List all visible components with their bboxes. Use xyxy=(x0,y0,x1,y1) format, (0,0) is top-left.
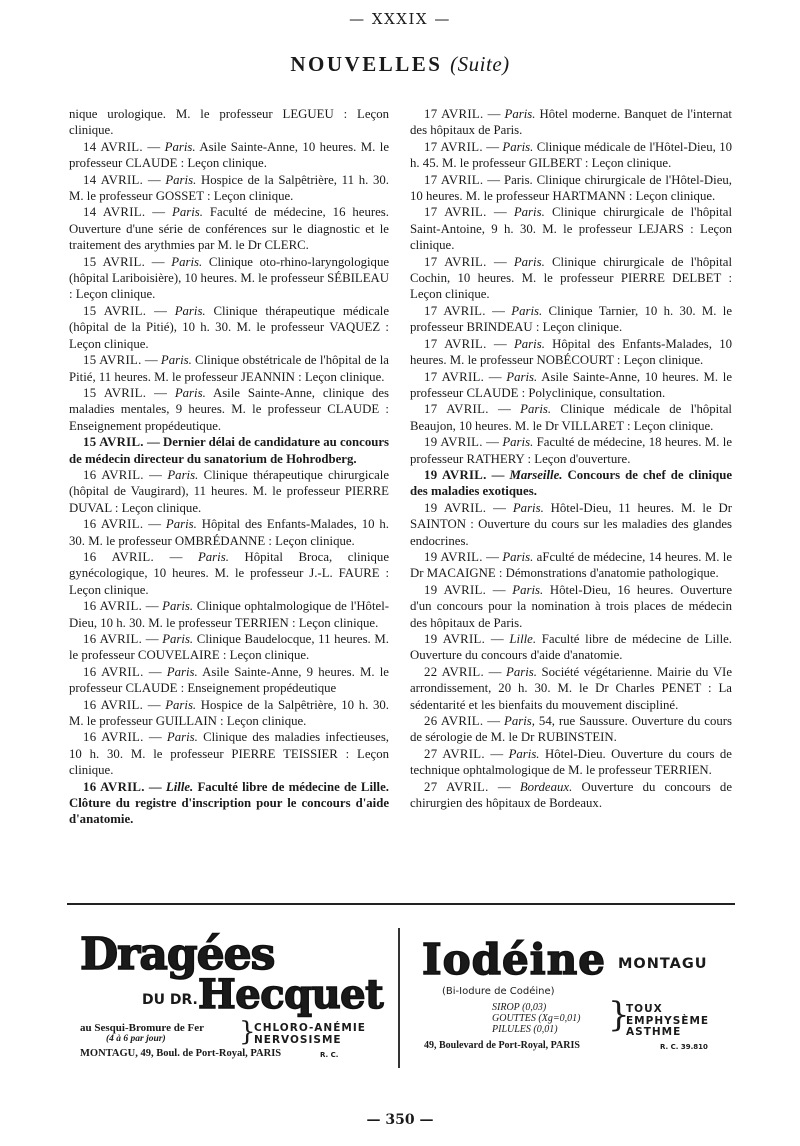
ad-du-dr: DU DR. xyxy=(142,992,198,1008)
entry-city: Paris. xyxy=(166,664,198,679)
ad-forms xyxy=(492,1002,580,1035)
ad-maker: MONTAGU xyxy=(618,956,708,972)
horizontal-divider xyxy=(67,903,735,905)
entry-text: Faculté de médecine, 18 heures. M. le professeur RATHERY : Leçon d'ouverture. xyxy=(410,435,733,466)
news-entry: 17 AVRIL. — Paris. Asile Sainte-Anne, 10 heures. M. le professeur CLAUDE : Polyclinique, consultation. xyxy=(410,369,733,400)
news-entry: 26 AVRIL. — Paris, 54, rue Saussure. Ouverture du cours de sérologie de M. le Dr RUBINSTEIN. xyxy=(410,714,733,745)
entry-date: 14 AVRIL. xyxy=(83,205,146,220)
entry-text: Hôtel-Dieu, 16 heures. Ouverture d'un concours pour la nomination à trois places de médecin des hôpitaux de Paris. xyxy=(410,582,733,630)
entry-text: Clinique des maladies infectieuses, 10 h. 30. M. le professeur PIERRE TEISSIER : Leçon clinique. xyxy=(69,730,389,778)
ad-indication: CHLORO-ANÉMIE xyxy=(254,1022,366,1034)
section-name: NOUVELLES xyxy=(290,52,443,76)
news-entry: 17 AVRIL. — Paris. Clinique chirurgicale de l'hôpital Cochin, 10 heures. M. le professeur PIERRE DELBET : Leçon clinique. xyxy=(410,254,733,302)
entry-text: Société végétarienne. Mairie du VIe arrondissement, 20 h. 30. M. le Dr Charles PENET : La sédentarité et les bienfaits du mouvement discipliné. xyxy=(410,664,732,712)
entry-city: Paris. xyxy=(162,599,194,614)
news-entry: 15 AVRIL. — Paris. Clinique oto-rhino-laryngologique (hôpital Lariboisière), 10 heures. M. le professeur SÉBILEAU : Leçon clinique. xyxy=(69,254,390,302)
ad-composition: au Sesqui-Bromure de Fer xyxy=(80,1022,204,1034)
news-entry: 17 AVRIL. — Paris. Hôtel moderne. Banquet de l'internat des hôpitaux de Paris. xyxy=(410,107,732,138)
ad-divider xyxy=(398,928,400,1068)
entry-text: Faculté libre de médecine de Lille. Clôture du registre d'inscription pour le concours d'aide d'anatomie. xyxy=(69,779,389,827)
entry-city: Lille. xyxy=(509,632,537,646)
entry-text: Clinique Tarnier, 10 h. 30. M. le professeur BRINDEAU : Leçon clinique. xyxy=(410,303,733,335)
entry-text: Faculté libre de médecine de Lille. Ouverture du concours d'aide d'anatomie. xyxy=(410,632,732,663)
entry-date: 16 AVRIL. xyxy=(83,730,144,745)
entry-city: Paris. xyxy=(504,107,536,121)
entry-city: Bordeaux. xyxy=(519,779,573,794)
ad-indication: ASTHME xyxy=(626,1026,682,1038)
news-entry: 15 AVRIL. — Dernier délai de candidature au concours de médecin directeur du sanatorium de Hohrodberg. xyxy=(69,435,390,466)
entry-text: Hôtel-Dieu, 11 heures. M. le Dr SAINTON : Ouverture du cours sur les maladies des glandes endocrines. xyxy=(410,500,733,548)
entry-city: Paris. xyxy=(508,746,540,761)
entry-date: 16 AVRIL. xyxy=(83,664,144,679)
news-entry: 17 AVRIL. — Paris. Clinique chirurgicale de l'hôpital Saint-Antoine, 9 h. 30. M. le professeur LEJARS : Leçon clinique. xyxy=(410,205,733,253)
entry-text: Clinique obstétricale de l'hôpital de la Pitié, 11 heures. M. le professeur JEANNIN : Leçon clinique. xyxy=(69,353,389,384)
entry-date: 17 AVRIL. xyxy=(424,336,487,351)
news-entry: 19 AVRIL. — Paris. Hôtel-Dieu, 16 heures. Ouverture d'un concours pour la nomination à trois places de médecin des hôpitaux de Paris. xyxy=(410,582,733,630)
news-entry: 16 AVRIL. — Paris. Clinique ophtalmologique de l'Hôtel-Dieu, 10 h. 30. M. le professeur TERRIEN : Leçon clinique. xyxy=(69,599,390,630)
entry-text: Faculté de médecine, 16 heures. Ouverture d'une série de conférences sur le diagnostic et le traitement des arythmies par M. le Dr CLERC. xyxy=(69,205,389,253)
entry-date: 15 AVRIL. xyxy=(83,303,147,318)
entry-text: aFculté de médecine, 14 heures. M. le Dr MACAIGNE : Démonstrations d'anatomie pathologique. xyxy=(410,549,733,581)
entry-city: Paris. xyxy=(513,336,545,351)
news-entry: 19 AVRIL. — Paris. Hôtel-Dieu, 11 heures. M. le Dr SAINTON : Ouverture du cours sur les maladies des glandes endocrines. xyxy=(410,500,733,548)
ad-form: PILULES (0,01) xyxy=(492,1024,558,1035)
right-column xyxy=(410,106,732,811)
entry-text: Clinique Baudelocque, 11 heures. M. le professeur COUVELAIRE : Leçon clinique. xyxy=(69,632,389,663)
entry-date: 19 AVRIL. xyxy=(424,467,487,482)
entry-city: Paris. xyxy=(512,582,544,597)
entry-text: Asile Sainte-Anne, clinique des maladies mentales, 9 heures. M. le professeur CLAUDE : Enseignement propédeutique. xyxy=(69,385,390,433)
ad-indication: TOUX xyxy=(626,1003,663,1015)
entry-text: Clinique chirurgicale de l'hôpital Cochin, 10 heures. M. le professeur PIERRE DELBET : Leçon clinique. xyxy=(410,254,733,302)
news-entry: 15 AVRIL. — Paris. Clinique obstétricale de l'hôpital de la Pitié, 11 heures. M. le professeur JEANNIN : Leçon clinique. xyxy=(69,353,389,384)
news-entry: 16 AVRIL. — Paris. Clinique des maladies infectieuses, 10 h. 30. M. le professeur PIERRE TEISSIER : Leçon clinique. xyxy=(69,730,389,778)
entry-city: Paris. xyxy=(174,385,206,400)
entry-date: 27 AVRIL. xyxy=(424,779,489,794)
news-entry: 16 AVRIL. — Lille. Faculté libre de médecine de Lille. Clôture du registre d'inscription pour le concours d'aide d'anatomie. xyxy=(69,779,389,827)
entry-city: Paris. xyxy=(520,402,552,417)
entry-city: Paris. xyxy=(171,254,203,269)
entry-date: 15 AVRIL. xyxy=(83,435,144,450)
entry-text: Clinique médicale de l'Hôtel-Dieu, 10 h. 45. M. le professeur GILBERT : Leçon clinique. xyxy=(410,139,733,171)
entry-text: Hôtel moderne. Banquet de l'internat des hôpitaux de Paris. xyxy=(410,107,732,138)
news-entry: 14 AVRIL. — Paris. Hospice de la Salpêtrière, 11 h. 30. M. le professeur GOSSET : Leçon clinique. xyxy=(69,172,389,204)
entry-city: Paris. xyxy=(502,139,534,154)
news-entry xyxy=(69,106,389,139)
entry-city: Paris. xyxy=(512,500,544,515)
news-entry: 19 AVRIL. — Paris. Faculté de médecine, 18 heures. M. le professeur RATHERY : Leçon d'ouverture. xyxy=(410,435,733,466)
ad-rc: R. C. 39.810 xyxy=(660,1043,708,1051)
news-entry: 17 AVRIL. — Paris. Hôpital des Enfants-Malades, 10 heures. M. le professeur NOBÉCOURT : Leçon clinique. xyxy=(410,336,733,368)
entry-city: Lille. xyxy=(165,779,194,794)
entry-date: 16 AVRIL. xyxy=(83,632,143,646)
brace-icon: } xyxy=(239,1017,256,1047)
entry-text: Hospice de la Salpêtrière, 10 h. 30. M. le professeur GUILLAIN : Leçon clinique. xyxy=(69,697,389,729)
ad-form: GOUTTES (Xg=0,01) xyxy=(492,1013,581,1024)
entry-date: 16 AVRIL. xyxy=(83,517,144,532)
ad-form: SIROP (0,03) xyxy=(492,1002,547,1013)
entry-date: 16 AVRIL. xyxy=(83,779,145,794)
news-entry: 22 AVRIL. — Paris. Société végétarienne. Mairie du VIe arrondissement, 20 h. 30. M. le Dr Charles PENET : La sédentarité et les bienfaits du mouvement discipliné. xyxy=(410,664,732,712)
entry-date: 19 AVRIL. xyxy=(424,500,487,515)
news-entry: 17 AVRIL. — Paris. Clinique médicale de l'hôpital Beaujon, 10 heures. M. le Dr VILLARET : Leçon clinique. xyxy=(410,402,732,433)
entry-date: 19 AVRIL. xyxy=(424,582,487,597)
entry-text: nique urologique. M. le professeur LEGUEU : Leçon clinique. xyxy=(69,107,389,138)
news-entry: 16 AVRIL. — Paris. Hôpital Broca, clinique gynécologique, 10 heures. M. le professeur J.-L. FAURE : Leçon clinique. xyxy=(69,549,389,597)
entry-text: Clinique oto-rhino-laryngologique (hôpital Lariboisière), 10 heures. M. le professeur SÉBILEAU : Leçon clinique. xyxy=(69,254,390,302)
news-entry: 27 AVRIL. — Bordeaux. Ouverture du concours de chirurgien des hôpitaux de Bordeaux. xyxy=(410,779,733,811)
entry-city: Paris, xyxy=(504,714,535,729)
ad-indication: EMPHYSÈME xyxy=(626,1014,710,1027)
entry-date: 16 AVRIL. xyxy=(83,549,155,564)
entry-text: Paris. Clinique chirurgicale de l'Hôtel-Dieu, 10 heures. M. le professeur HARTMANN : Leçon clinique. xyxy=(410,172,733,204)
entry-text: Hôpital Broca, clinique gynécologique, 10 heures. M. le professeur J.-L. FAURE : Leçon clinique. xyxy=(69,549,389,597)
entry-date: 26 AVRIL. xyxy=(424,714,484,729)
left-column xyxy=(69,106,389,828)
ad-address: MONTAGU, 49, Boul. de Port-Royal, PARIS xyxy=(80,1048,282,1059)
entry-text: Dernier délai de candidature au concours de médecin directeur du sanatorium de Hohrodberg. xyxy=(69,435,390,466)
entry-text: Asile Sainte-Anne, 9 heures. M. le professeur CLAUDE : Enseignement propédeutique xyxy=(69,664,389,696)
entry-date: 16 AVRIL. xyxy=(83,467,144,482)
ad-indication: NERVOSISME xyxy=(254,1034,342,1046)
entry-text: Asile Sainte-Anne, 10 heures. M. le professeur CLAUDE : Leçon clinique. xyxy=(69,139,390,171)
entry-city: Paris. xyxy=(511,303,543,318)
news-entry: 16 AVRIL. — Paris. Hôpital des Enfants-Malades, 10 h. 30. M. le professeur OMBRÉDANNE : Leçon clinique. xyxy=(69,517,389,548)
entry-text: Hospice de la Salpêtrière, 11 h. 30. M. le professeur GOSSET : Leçon clinique. xyxy=(69,172,389,204)
entry-city: Paris. xyxy=(165,172,197,187)
entry-date: 17 AVRIL. xyxy=(424,303,486,318)
ad-brand-dragees: Dragées xyxy=(80,929,275,980)
news-entry: 15 AVRIL. — Paris. Clinique thérapeutique médicale (hôpital de la Pitié), 10 h. 30. M. le professeur VAQUEZ : Leçon clinique. xyxy=(69,303,390,351)
news-entry: 17 AVRIL. — Paris. Clinique médicale de l'Hôtel-Dieu, 10 h. 45. M. le professeur GILBERT : Leçon clinique. xyxy=(410,139,733,171)
entry-text: Clinique médicale de l'hôpital Beaujon, 10 heures. M. le Dr VILLARET : Leçon clinique. xyxy=(410,402,732,433)
news-entry: 16 AVRIL. — Paris. Asile Sainte-Anne, 9 heures. M. le professeur CLAUDE : Enseignement propédeutique xyxy=(69,664,389,696)
entry-text: 54, rue Saussure. Ouverture du cours de sérologie de M. le Dr RUBINSTEIN. xyxy=(410,714,733,745)
news-entry: 14 AVRIL. — Paris. Asile Sainte-Anne, 10 heures. M. le professeur CLAUDE : Leçon clinique. xyxy=(69,139,390,171)
entry-date: 16 AVRIL. xyxy=(83,599,143,614)
entry-city: Marseille. xyxy=(509,467,563,482)
entry-city: Paris. xyxy=(174,303,206,318)
entry-city: Paris. xyxy=(197,549,229,564)
entry-date: 17 AVRIL. xyxy=(424,254,487,269)
news-entry: 16 AVRIL. — Paris. Clinique thérapeutique chirurgicale (hôpital de Vaugirard), 11 heures. M. le professeur PIERRE DUVAL : Leçon clinique. xyxy=(69,467,389,515)
entry-date: 17 AVRIL. xyxy=(424,369,485,384)
entry-date: 15 AVRIL. xyxy=(83,353,142,368)
news-entry: 19 AVRIL. — Marseille. Concours de chef de clinique des maladies exotiques. xyxy=(410,467,732,499)
news-entry: 16 AVRIL. — Paris. Hospice de la Salpêtrière, 10 h. 30. M. le professeur GUILLAIN : Leçon clinique. xyxy=(69,697,389,729)
entry-date: 22 AVRIL. xyxy=(424,664,485,679)
entry-date: 17 AVRIL. xyxy=(424,139,483,154)
ad-dosage: (4 à 6 par jour) xyxy=(106,1034,166,1044)
news-entry: 15 AVRIL. — Paris. Asile Sainte-Anne, clinique des maladies mentales, 9 heures. M. le professeur CLAUDE : Enseignement propédeutique. xyxy=(69,385,390,433)
ad-address: 49, Boulevard de Port-Royal, PARIS xyxy=(424,1040,580,1051)
ad-brand-iodeine: Iodéine xyxy=(422,935,606,984)
entry-text: Hôpital des Enfants-Malades, 10 h. 30. M. le professeur OMBRÉDANNE : Leçon clinique. xyxy=(69,517,389,548)
entry-date: 27 AVRIL. xyxy=(424,746,485,761)
entry-date: 19 AVRIL. xyxy=(424,632,486,646)
entry-date: 17 AVRIL. xyxy=(424,172,484,187)
ad-indications xyxy=(254,1022,366,1046)
news-entry: 27 AVRIL. — Paris. Hôtel-Dieu. Ouverture du cours de technique ophtalmologique de M. le professeur TERRIEN. xyxy=(410,746,732,778)
entry-city: Paris. xyxy=(165,517,197,532)
page-number: — 350 — xyxy=(366,1112,434,1128)
entry-text: Clinique ophtalmologique de l'Hôtel-Dieu, 10 h. 30. M. le professeur TERRIEN : Leçon clinique. xyxy=(69,599,390,630)
entry-city: Paris. xyxy=(506,664,537,679)
entry-city: Paris. xyxy=(165,697,197,712)
news-entry: 17 AVRIL. — Paris. Clinique chirurgicale de l'Hôtel-Dieu, 10 heures. M. le professeur HARTMANN : Leçon clinique. xyxy=(410,172,733,204)
entry-text: Concours de chef de clinique des maladies exotiques. xyxy=(410,467,732,499)
news-entry: 19 AVRIL. — Lille. Faculté libre de médecine de Lille. Ouverture du concours d'aide d'anatomie. xyxy=(410,632,732,663)
ad-subtitle: (Bi-Iodure de Codéine) xyxy=(442,986,555,997)
entry-date: 19 AVRIL. xyxy=(424,435,483,450)
entry-text: Hôpital des Enfants-Malades, 10 heures. M. le professeur NOBÉCOURT : Leçon clinique. xyxy=(410,336,733,368)
entry-date: 14 AVRIL. xyxy=(83,172,144,187)
news-entry: 14 AVRIL. — Paris. Faculté de médecine, 16 heures. Ouverture d'une série de conférences sur le diagnostic et le traitement des arythmies par M. le Dr CLERC. xyxy=(69,205,389,253)
ad-rc: R. C. xyxy=(320,1051,339,1059)
entry-city: Paris. xyxy=(162,632,194,646)
entry-date: 17 AVRIL. xyxy=(424,205,487,220)
entry-text: Hôtel-Dieu. Ouverture du cours de technique ophtalmologique de M. le professeur TERRIEN. xyxy=(410,746,732,778)
entry-city: Paris. xyxy=(502,549,534,564)
ad-brand-hecquet: Hecquet xyxy=(198,971,384,1018)
entry-city: Paris. xyxy=(506,369,538,384)
entry-city: Paris. xyxy=(513,254,545,269)
entry-date: 19 AVRIL. xyxy=(424,549,483,564)
entry-date: 17 AVRIL. xyxy=(424,107,484,121)
entry-city: Paris. xyxy=(164,139,196,154)
roman-page-number: — XXXIX — xyxy=(349,10,451,28)
section-title xyxy=(0,52,800,77)
entry-text: Clinique thérapeutique médicale (hôpital de la Pitié), 10 h. 30. M. le professeur VAQUEZ : Leçon clinique. xyxy=(69,303,390,351)
entry-city: Paris. xyxy=(166,730,198,745)
entry-date: 15 AVRIL. xyxy=(83,254,146,269)
brace-icon: } xyxy=(608,995,630,1035)
entry-text: Ouverture du concours de chirurgien des hôpitaux de Bordeaux. xyxy=(410,779,733,811)
entry-text: Clinique chirurgicale de l'hôpital Saint-Antoine, 9 h. 30. M. le professeur LEJARS : Leçon clinique. xyxy=(410,205,733,253)
entry-city: Paris. xyxy=(167,467,199,482)
ad-indications xyxy=(626,1004,709,1039)
entry-date: 16 AVRIL. xyxy=(83,697,144,712)
entry-city: Paris. xyxy=(502,435,534,450)
news-entry: 17 AVRIL. — Paris. Clinique Tarnier, 10 h. 30. M. le professeur BRINDEAU : Leçon clinique. xyxy=(410,303,733,335)
entry-text: Asile Sainte-Anne, 10 heures. M. le professeur CLAUDE : Polyclinique, consultation. xyxy=(410,369,733,400)
news-entry: 16 AVRIL. — Paris. Clinique Baudelocque, 11 heures. M. le professeur COUVELAIRE : Leçon clinique. xyxy=(69,632,389,663)
entry-date: 17 AVRIL. xyxy=(424,402,489,417)
entry-city: Paris. xyxy=(513,205,545,220)
entry-date: 14 AVRIL. xyxy=(83,139,143,154)
entry-city: Paris. xyxy=(160,353,192,368)
entry-city: Paris. xyxy=(172,205,203,220)
section-suite: (Suite) xyxy=(450,52,510,76)
entry-date: 15 AVRIL. xyxy=(83,385,147,400)
news-entry: 19 AVRIL. — Paris. aFculté de médecine, 14 heures. M. le Dr MACAIGNE : Démonstrations d'anatomie pathologique. xyxy=(410,549,733,581)
entry-text: Clinique thérapeutique chirurgicale (hôpital de Vaugirard), 11 heures. M. le professeur PIERRE DUVAL : Leçon clinique. xyxy=(69,467,389,515)
